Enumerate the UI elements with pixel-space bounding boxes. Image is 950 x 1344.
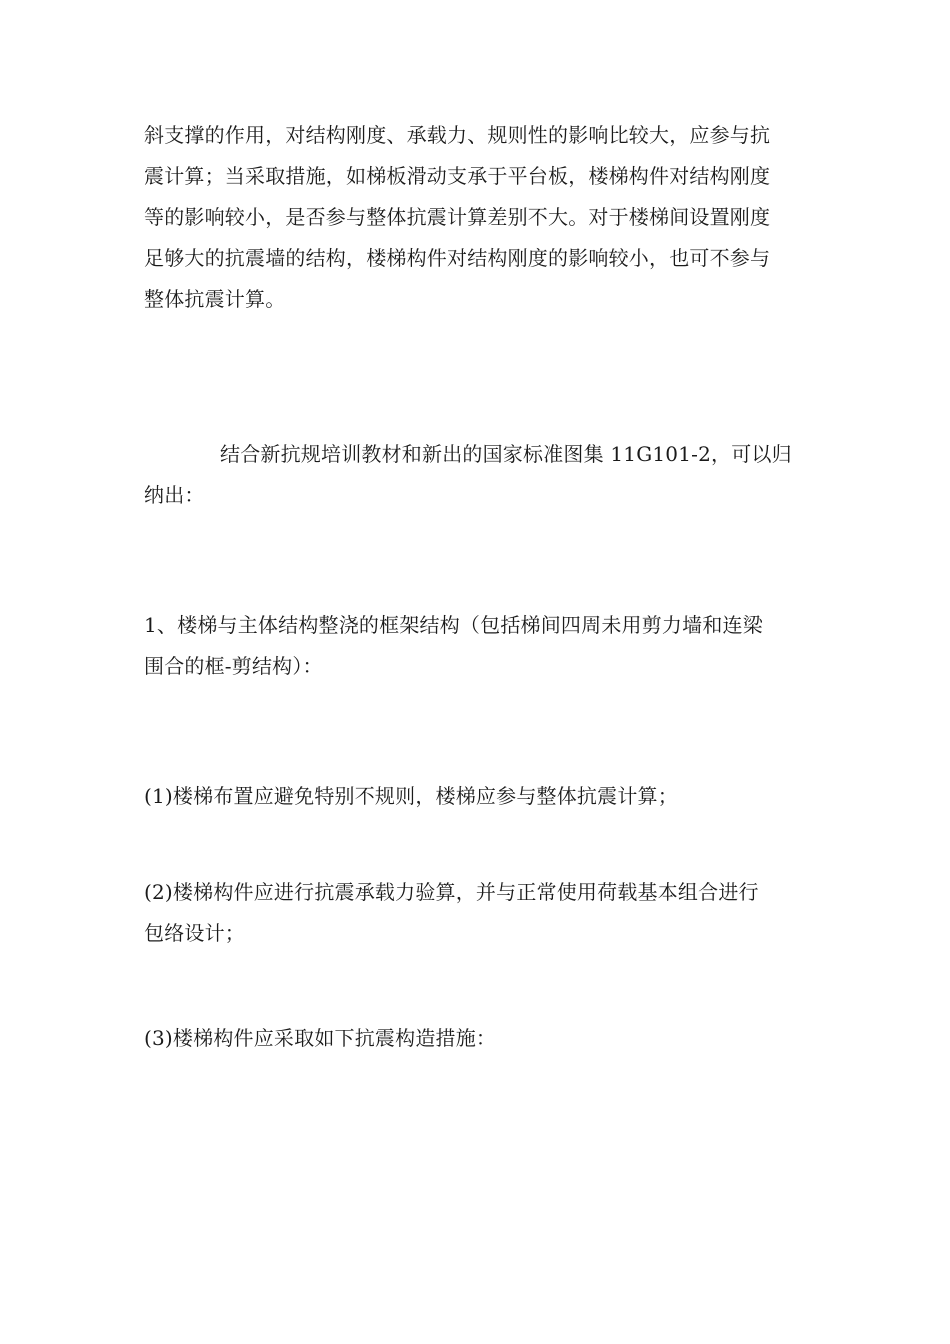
list-item-2 [144,872,808,954]
list-item-line: 包络设计； [144,921,245,945]
paragraph-line: 结合新抗规培训教材和新出的国家标准图集 11G101-2，可以归 [220,442,792,466]
list-item-1 [144,776,808,817]
paragraph-line: 足够大的抗震墙的结构，楼梯构件对结构刚度的影响较小，也可不参与 [144,246,771,270]
list-item-line: (1)楼梯布置应避免特别不规则，楼梯应参与整体抗震计算； [144,784,678,808]
paragraph-line: 整体抗震计算。 [144,287,286,311]
paragraph-line: 纳出： [144,483,205,507]
paragraph-line: 等的影响较小，是否参与整体抗震计算差别不大。对于楼梯间设置刚度 [144,205,771,229]
paragraph-stair-bracing [144,115,808,320]
list-item-3 [144,1018,808,1059]
paragraph-line: 1、楼梯与主体结构整浇的框架结构（包括梯间四周未用剪力墙和连梁 [144,613,763,637]
paragraph-line: 震计算；当采取措施，如梯板滑动支承于平台板，楼梯构件对结构刚度 [144,164,771,188]
list-item-line: (3)楼梯构件应采取如下抗震构造措施： [144,1026,497,1050]
paragraph-line: 围合的框-剪结构）： [144,654,323,678]
paragraph-summary-intro [144,434,808,516]
paragraph-line: 斜支撑的作用，对结构刚度、承载力、规则性的影响比较大，应参与抗 [144,123,771,147]
paragraph-frame-structure [144,605,808,687]
list-item-line: (2)楼梯构件应进行抗震承载力验算，并与正常使用荷载基本组合进行 [144,880,759,904]
